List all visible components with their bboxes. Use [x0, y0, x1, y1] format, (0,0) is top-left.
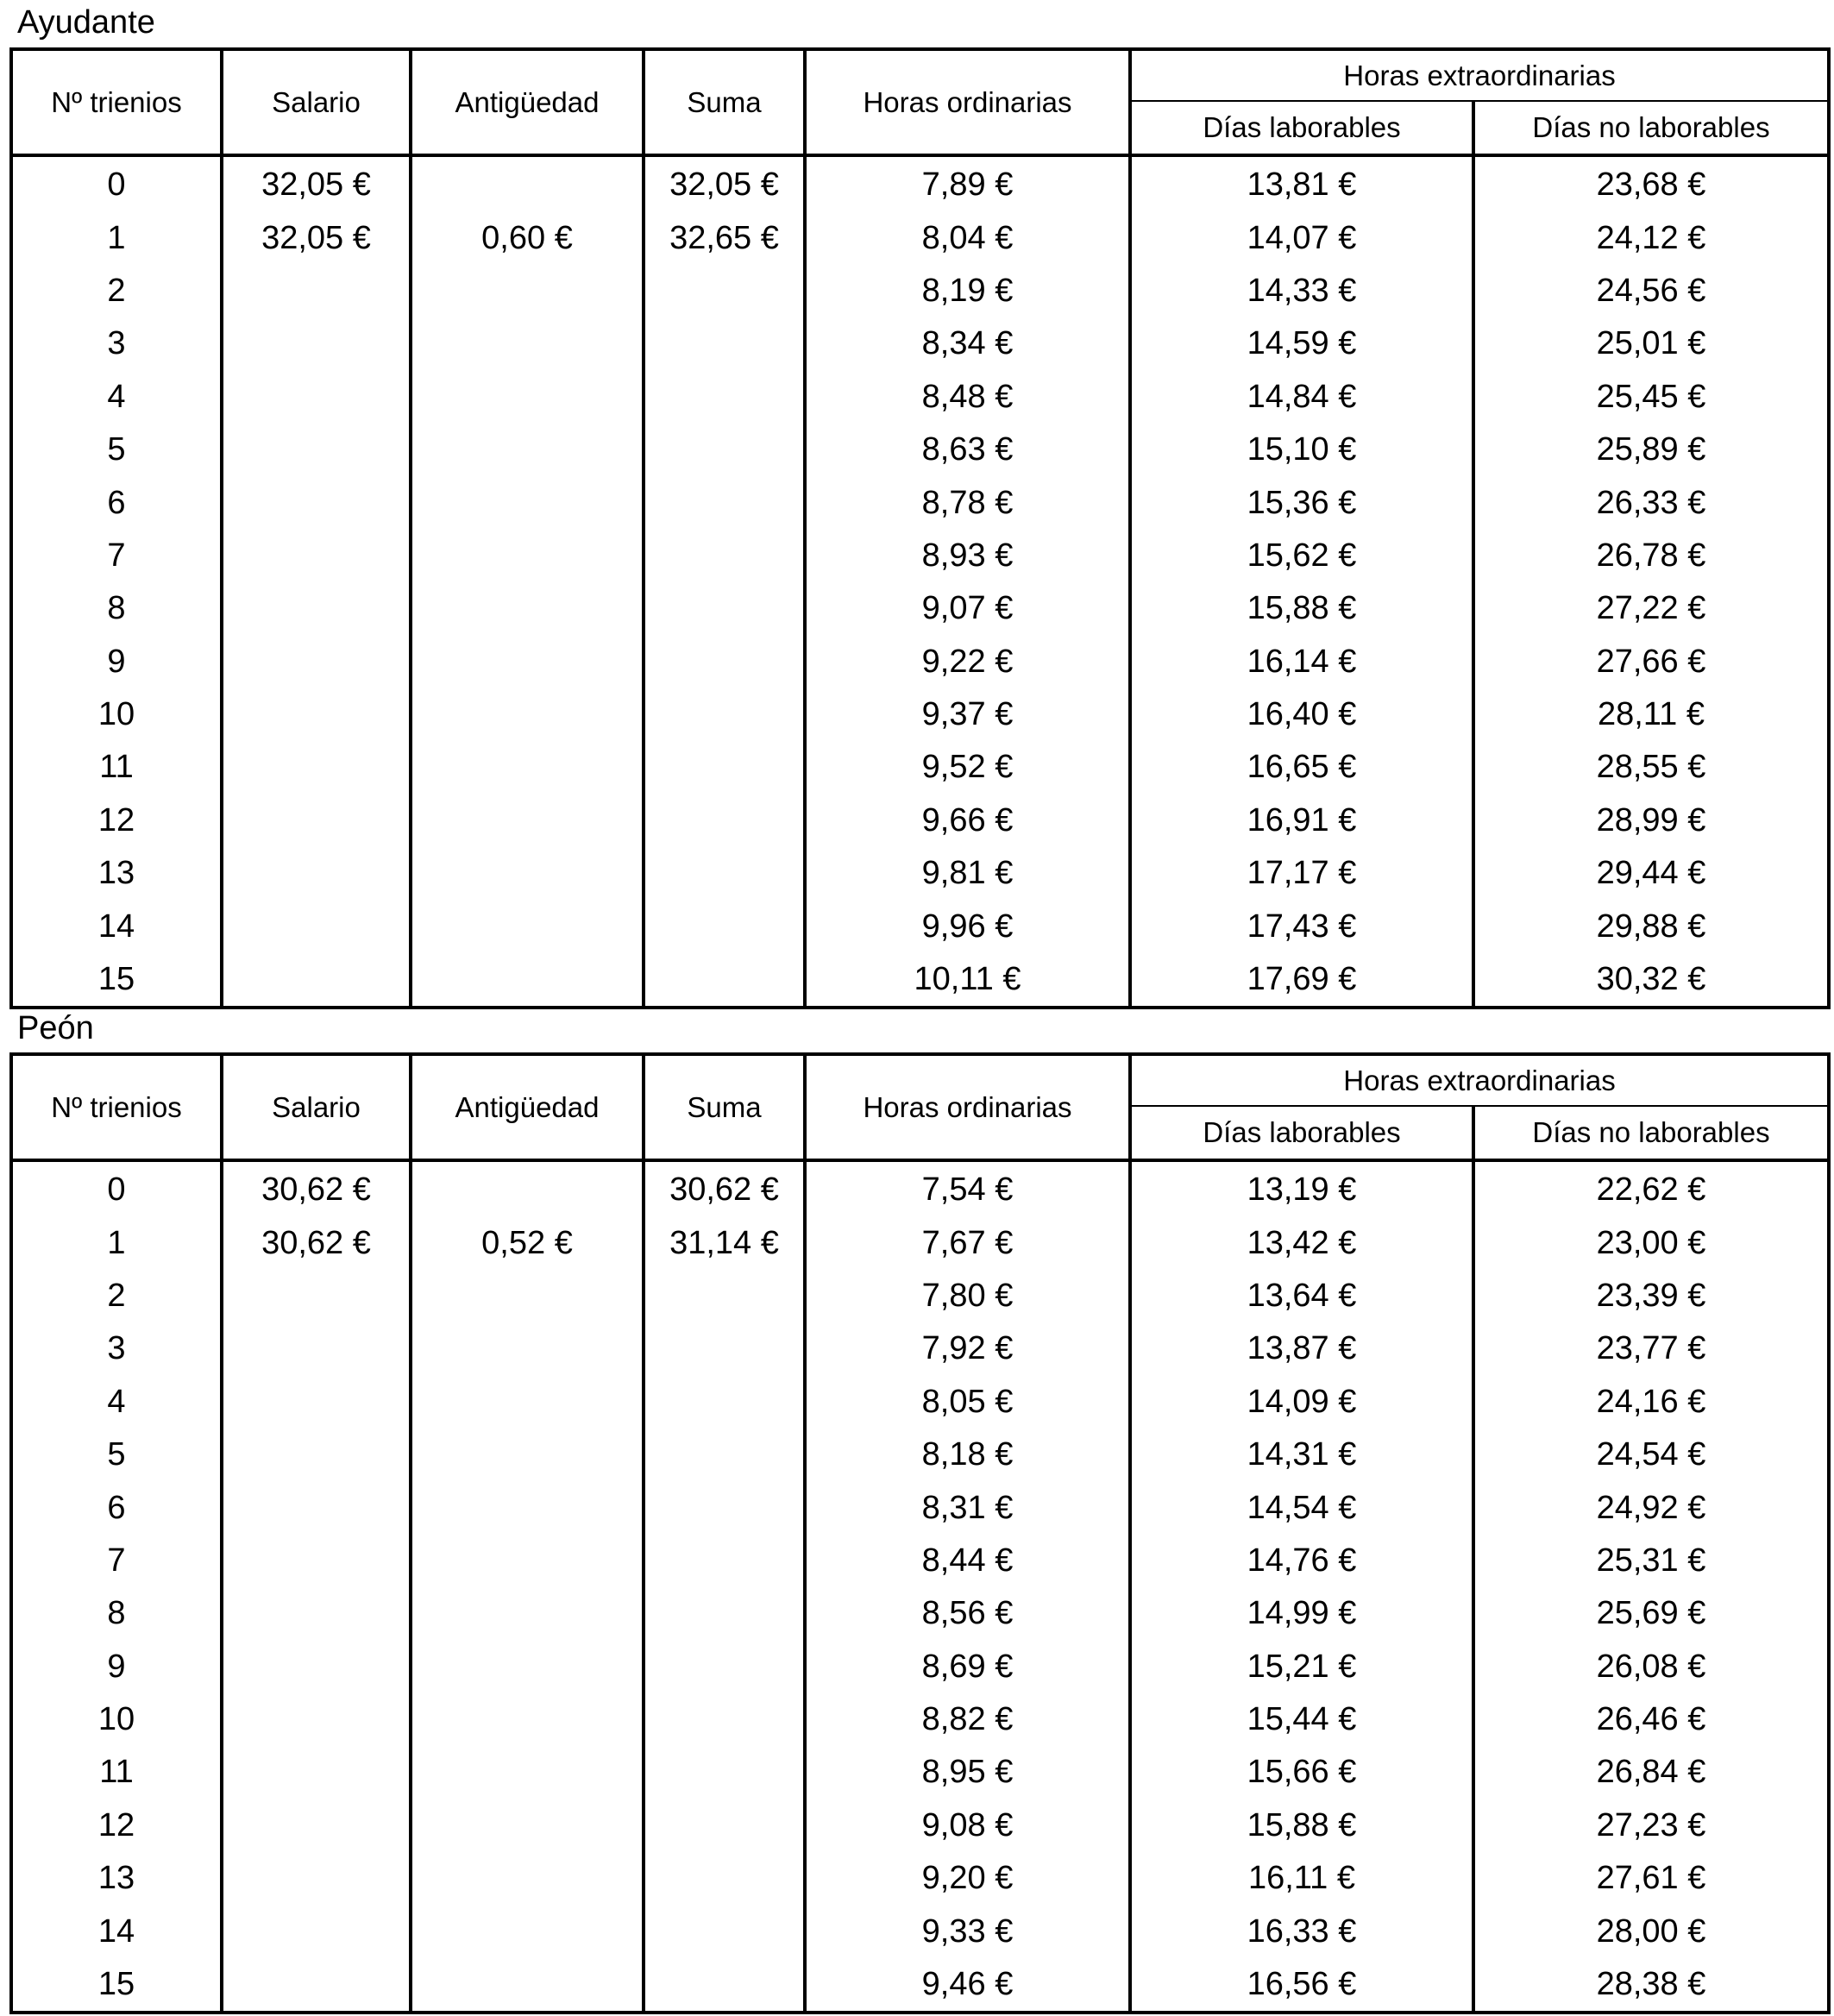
horas-ordinarias-cell: 7,67 € — [805, 1216, 1130, 1269]
horas-ordinarias-cell: 9,46 € — [805, 1958, 1130, 2013]
antiguedad-cell — [411, 953, 644, 1008]
trienios-cell: 2 — [11, 1270, 222, 1322]
salario-cell — [222, 582, 411, 635]
antiguedad-cell: 0,60 € — [411, 211, 644, 264]
suma-cell — [644, 636, 805, 688]
suma-cell — [644, 1693, 805, 1746]
antiguedad-cell — [411, 155, 644, 211]
header-horas-extraordinarias: Horas extraordinarias — [1130, 49, 1829, 101]
salario-cell — [222, 1270, 411, 1322]
dias-laborables-cell: 13,42 € — [1130, 1216, 1473, 1269]
trienios-cell: 8 — [11, 1587, 222, 1640]
salario-cell — [222, 1693, 411, 1746]
horas-ordinarias-cell: 9,22 € — [805, 636, 1130, 688]
antiguedad-cell — [411, 1852, 644, 1905]
suma-cell — [644, 371, 805, 424]
suma-cell — [644, 1641, 805, 1693]
dias-laborables-cell: 15,36 € — [1130, 476, 1473, 529]
suma-cell — [644, 741, 805, 794]
trienios-cell: 5 — [11, 1429, 222, 1481]
horas-ordinarias-cell: 7,92 € — [805, 1322, 1130, 1375]
trienios-cell: 4 — [11, 371, 222, 424]
antiguedad-cell — [411, 1905, 644, 1957]
dias-no-laborables-cell: 28,38 € — [1473, 1958, 1829, 2013]
salario-cell — [222, 1481, 411, 1534]
suma-cell — [644, 953, 805, 1008]
salario-cell — [222, 636, 411, 688]
horas-ordinarias-cell: 9,96 € — [805, 900, 1130, 952]
suma-cell — [644, 847, 805, 900]
dias-laborables-cell: 15,88 € — [1130, 1799, 1473, 1852]
dias-laborables-cell: 14,07 € — [1130, 211, 1473, 264]
suma-cell — [644, 476, 805, 529]
trienios-cell: 7 — [11, 1535, 222, 1587]
horas-ordinarias-cell: 9,37 € — [805, 688, 1130, 741]
horas-ordinarias-cell: 8,31 € — [805, 1481, 1130, 1534]
horas-ordinarias-cell: 8,19 € — [805, 265, 1130, 317]
antiguedad-cell — [411, 1641, 644, 1693]
salario-cell — [222, 1587, 411, 1640]
dias-laborables-cell: 16,33 € — [1130, 1905, 1473, 1957]
table-row — [11, 1481, 1829, 1534]
dias-no-laborables-cell: 23,77 € — [1473, 1322, 1829, 1375]
dias-no-laborables-cell: 26,33 € — [1473, 476, 1829, 529]
dias-laborables-cell: 15,62 € — [1130, 530, 1473, 582]
salario-cell — [222, 688, 411, 741]
trienios-cell: 6 — [11, 1481, 222, 1534]
antiguedad-cell — [411, 741, 644, 794]
dias-laborables-cell: 15,10 € — [1130, 424, 1473, 476]
table-row — [11, 1905, 1829, 1957]
horas-ordinarias-cell: 8,05 € — [805, 1376, 1130, 1429]
salario-cell — [222, 265, 411, 317]
dias-laborables-cell: 17,17 € — [1130, 847, 1473, 900]
dias-laborables-cell: 17,43 € — [1130, 900, 1473, 952]
table-row — [11, 1641, 1829, 1693]
table-row — [11, 1535, 1829, 1587]
dias-no-laborables-cell: 27,66 € — [1473, 636, 1829, 688]
horas-ordinarias-cell: 8,34 € — [805, 317, 1130, 370]
dias-no-laborables-cell: 24,12 € — [1473, 211, 1829, 264]
table-row — [11, 1160, 1829, 1216]
table-row — [11, 688, 1829, 741]
header-antiguedad: Antigüedad — [411, 49, 644, 155]
dias-no-laborables-cell: 30,32 € — [1473, 953, 1829, 1008]
horas-ordinarias-cell: 8,56 € — [805, 1587, 1130, 1640]
dias-no-laborables-cell: 24,92 € — [1473, 1481, 1829, 1534]
dias-laborables-cell: 14,54 € — [1130, 1481, 1473, 1534]
trienios-cell: 1 — [11, 211, 222, 264]
salario-cell — [222, 371, 411, 424]
trienios-cell: 14 — [11, 1905, 222, 1957]
header-horas-ordinarias: Horas ordinarias — [805, 49, 1130, 155]
header-dias-no-laborables: Días no laborables — [1473, 101, 1829, 155]
suma-cell — [644, 1322, 805, 1375]
dias-no-laborables-cell: 22,62 € — [1473, 1160, 1829, 1216]
trienios-cell: 1 — [11, 1216, 222, 1269]
antiguedad-cell: 0,52 € — [411, 1216, 644, 1269]
dias-no-laborables-cell: 24,16 € — [1473, 1376, 1829, 1429]
trienios-cell: 10 — [11, 688, 222, 741]
table-row — [11, 1216, 1829, 1269]
antiguedad-cell — [411, 636, 644, 688]
salario-cell — [222, 1852, 411, 1905]
header-trienios: Nº trienios — [11, 1054, 222, 1160]
table-row — [11, 847, 1829, 900]
dias-no-laborables-cell: 25,01 € — [1473, 317, 1829, 370]
horas-ordinarias-cell: 9,20 € — [805, 1852, 1130, 1905]
table-row — [11, 1958, 1829, 2013]
antiguedad-cell — [411, 317, 644, 370]
dias-no-laborables-cell: 25,69 € — [1473, 1587, 1829, 1640]
suma-cell — [644, 688, 805, 741]
table-body-ayudante — [11, 155, 1829, 1008]
dias-no-laborables-cell: 25,31 € — [1473, 1535, 1829, 1587]
section-title-ayudante: Ayudante — [17, 4, 155, 41]
dias-laborables-cell: 16,56 € — [1130, 1958, 1473, 2013]
dias-laborables-cell: 14,31 € — [1130, 1429, 1473, 1481]
horas-ordinarias-cell: 7,54 € — [805, 1160, 1130, 1216]
dias-no-laborables-cell: 29,44 € — [1473, 847, 1829, 900]
dias-laborables-cell: 14,33 € — [1130, 265, 1473, 317]
salario-cell: 30,62 € — [222, 1160, 411, 1216]
antiguedad-cell — [411, 424, 644, 476]
dias-no-laborables-cell: 26,84 € — [1473, 1746, 1829, 1799]
horas-ordinarias-cell: 8,82 € — [805, 1693, 1130, 1746]
table-body-peon — [11, 1160, 1829, 2013]
table-row — [11, 794, 1829, 847]
suma-cell: 31,14 € — [644, 1216, 805, 1269]
salario-cell: 30,62 € — [222, 1216, 411, 1269]
antiguedad-cell — [411, 582, 644, 635]
salario-cell — [222, 530, 411, 582]
suma-cell — [644, 1746, 805, 1799]
trienios-cell: 2 — [11, 265, 222, 317]
horas-ordinarias-cell: 8,95 € — [805, 1746, 1130, 1799]
suma-cell — [644, 1587, 805, 1640]
header-salario: Salario — [222, 1054, 411, 1160]
suma-cell — [644, 1535, 805, 1587]
suma-cell — [644, 900, 805, 952]
salario-cell — [222, 1799, 411, 1852]
trienios-cell: 15 — [11, 953, 222, 1008]
table-row — [11, 530, 1829, 582]
table-row — [11, 741, 1829, 794]
horas-ordinarias-cell: 7,89 € — [805, 155, 1130, 211]
dias-laborables-cell: 15,21 € — [1130, 1641, 1473, 1693]
table-row — [11, 1746, 1829, 1799]
trienios-cell: 12 — [11, 1799, 222, 1852]
table-row — [11, 265, 1829, 317]
header-dias-no-laborables: Días no laborables — [1473, 1106, 1829, 1160]
antiguedad-cell — [411, 1958, 644, 2013]
suma-cell — [644, 1429, 805, 1481]
suma-cell — [644, 1481, 805, 1534]
horas-ordinarias-cell: 9,08 € — [805, 1799, 1130, 1852]
suma-cell: 32,05 € — [644, 155, 805, 211]
horas-ordinarias-cell: 8,63 € — [805, 424, 1130, 476]
salario-cell — [222, 1746, 411, 1799]
header-trienios: Nº trienios — [11, 49, 222, 155]
table-row — [11, 476, 1829, 529]
suma-cell — [644, 1958, 805, 2013]
antiguedad-cell — [411, 476, 644, 529]
dias-laborables-cell: 13,87 € — [1130, 1322, 1473, 1375]
suma-cell: 32,65 € — [644, 211, 805, 264]
salario-cell: 32,05 € — [222, 155, 411, 211]
antiguedad-cell — [411, 1429, 644, 1481]
suma-cell — [644, 424, 805, 476]
section-title-peon: Peón — [17, 1010, 94, 1046]
salario-cell — [222, 1535, 411, 1587]
suma-cell — [644, 530, 805, 582]
horas-ordinarias-cell: 9,52 € — [805, 741, 1130, 794]
salary-table-peon — [9, 1052, 1831, 2014]
trienios-cell: 0 — [11, 155, 222, 211]
salary-table-ayudante — [9, 47, 1831, 1009]
table-row — [11, 1376, 1829, 1429]
suma-cell — [644, 794, 805, 847]
header-horas-ordinarias: Horas ordinarias — [805, 1054, 1130, 1160]
trienios-cell: 6 — [11, 476, 222, 529]
dias-no-laborables-cell: 27,23 € — [1473, 1799, 1829, 1852]
dias-laborables-cell: 16,11 € — [1130, 1852, 1473, 1905]
antiguedad-cell — [411, 1376, 644, 1429]
dias-no-laborables-cell: 28,99 € — [1473, 794, 1829, 847]
dias-no-laborables-cell: 28,55 € — [1473, 741, 1829, 794]
antiguedad-cell — [411, 688, 644, 741]
dias-laborables-cell: 14,99 € — [1130, 1587, 1473, 1640]
suma-cell — [644, 265, 805, 317]
suma-cell — [644, 582, 805, 635]
dias-laborables-cell: 13,64 € — [1130, 1270, 1473, 1322]
salario-cell — [222, 900, 411, 952]
table-row — [11, 1852, 1829, 1905]
dias-no-laborables-cell: 27,61 € — [1473, 1852, 1829, 1905]
salario-cell — [222, 1958, 411, 2013]
dias-no-laborables-cell: 28,11 € — [1473, 688, 1829, 741]
header-suma: Suma — [644, 49, 805, 155]
dias-laborables-cell: 17,69 € — [1130, 953, 1473, 1008]
horas-ordinarias-cell: 9,07 € — [805, 582, 1130, 635]
table-row — [11, 1270, 1829, 1322]
antiguedad-cell — [411, 1799, 644, 1852]
table-row — [11, 424, 1829, 476]
table-row — [11, 1799, 1829, 1852]
trienios-cell: 15 — [11, 1958, 222, 2013]
table-row — [11, 953, 1829, 1008]
dias-no-laborables-cell: 23,39 € — [1473, 1270, 1829, 1322]
dias-no-laborables-cell: 26,78 € — [1473, 530, 1829, 582]
header-antiguedad: Antigüedad — [411, 1054, 644, 1160]
suma-cell: 30,62 € — [644, 1160, 805, 1216]
header-salario: Salario — [222, 49, 411, 155]
table-row — [11, 1322, 1829, 1375]
trienios-cell: 3 — [11, 1322, 222, 1375]
dias-laborables-cell: 16,91 € — [1130, 794, 1473, 847]
antiguedad-cell — [411, 1746, 644, 1799]
dias-no-laborables-cell: 26,08 € — [1473, 1641, 1829, 1693]
antiguedad-cell — [411, 1693, 644, 1746]
horas-ordinarias-cell: 8,18 € — [805, 1429, 1130, 1481]
salario-cell — [222, 317, 411, 370]
horas-ordinarias-cell: 8,44 € — [805, 1535, 1130, 1587]
suma-cell — [644, 1799, 805, 1852]
trienios-cell: 9 — [11, 1641, 222, 1693]
antiguedad-cell — [411, 371, 644, 424]
salario-cell — [222, 1905, 411, 1957]
table-row — [11, 317, 1829, 370]
horas-ordinarias-cell: 8,48 € — [805, 371, 1130, 424]
dias-no-laborables-cell: 24,56 € — [1473, 265, 1829, 317]
trienios-cell: 10 — [11, 1693, 222, 1746]
antiguedad-cell — [411, 1270, 644, 1322]
trienios-cell: 7 — [11, 530, 222, 582]
table-row — [11, 1429, 1829, 1481]
dias-no-laborables-cell: 29,88 € — [1473, 900, 1829, 952]
trienios-cell: 9 — [11, 636, 222, 688]
salario-cell: 32,05 € — [222, 211, 411, 264]
trienios-cell: 14 — [11, 900, 222, 952]
dias-laborables-cell: 14,84 € — [1130, 371, 1473, 424]
header-dias-laborables: Días laborables — [1130, 101, 1473, 155]
horas-ordinarias-cell: 9,33 € — [805, 1905, 1130, 1957]
suma-cell — [644, 1376, 805, 1429]
salario-cell — [222, 741, 411, 794]
table-row — [11, 371, 1829, 424]
dias-laborables-cell: 13,81 € — [1130, 155, 1473, 211]
trienios-cell: 12 — [11, 794, 222, 847]
trienios-cell: 8 — [11, 582, 222, 635]
antiguedad-cell — [411, 1535, 644, 1587]
trienios-cell: 11 — [11, 1746, 222, 1799]
trienios-cell: 4 — [11, 1376, 222, 1429]
antiguedad-cell — [411, 1322, 644, 1375]
antiguedad-cell — [411, 1160, 644, 1216]
dias-no-laborables-cell: 24,54 € — [1473, 1429, 1829, 1481]
dias-laborables-cell: 13,19 € — [1130, 1160, 1473, 1216]
trienios-cell: 13 — [11, 1852, 222, 1905]
trienios-cell: 3 — [11, 317, 222, 370]
salario-cell — [222, 1429, 411, 1481]
antiguedad-cell — [411, 1481, 644, 1534]
salario-cell — [222, 424, 411, 476]
horas-ordinarias-cell: 7,80 € — [805, 1270, 1130, 1322]
salario-cell — [222, 1376, 411, 1429]
dias-no-laborables-cell: 26,46 € — [1473, 1693, 1829, 1746]
dias-no-laborables-cell: 23,00 € — [1473, 1216, 1829, 1269]
dias-laborables-cell: 16,40 € — [1130, 688, 1473, 741]
dias-no-laborables-cell: 23,68 € — [1473, 155, 1829, 211]
dias-laborables-cell: 16,65 € — [1130, 741, 1473, 794]
dias-no-laborables-cell: 25,45 € — [1473, 371, 1829, 424]
antiguedad-cell — [411, 530, 644, 582]
table-row — [11, 211, 1829, 264]
horas-ordinarias-cell: 8,04 € — [805, 211, 1130, 264]
horas-ordinarias-cell: 9,66 € — [805, 794, 1130, 847]
table-row — [11, 155, 1829, 211]
trienios-cell: 11 — [11, 741, 222, 794]
suma-cell — [644, 1905, 805, 1957]
trienios-cell: 5 — [11, 424, 222, 476]
horas-ordinarias-cell: 8,93 € — [805, 530, 1130, 582]
antiguedad-cell — [411, 265, 644, 317]
table-row — [11, 1693, 1829, 1746]
dias-laborables-cell: 15,88 € — [1130, 582, 1473, 635]
trienios-cell: 13 — [11, 847, 222, 900]
antiguedad-cell — [411, 1587, 644, 1640]
antiguedad-cell — [411, 847, 644, 900]
antiguedad-cell — [411, 900, 644, 952]
header-suma: Suma — [644, 1054, 805, 1160]
dias-laborables-cell: 16,14 € — [1130, 636, 1473, 688]
salario-cell — [222, 1641, 411, 1693]
salario-cell — [222, 953, 411, 1008]
dias-no-laborables-cell: 27,22 € — [1473, 582, 1829, 635]
dias-no-laborables-cell: 28,00 € — [1473, 1905, 1829, 1957]
dias-laborables-cell: 14,09 € — [1130, 1376, 1473, 1429]
salario-cell — [222, 847, 411, 900]
horas-ordinarias-cell: 8,78 € — [805, 476, 1130, 529]
horas-ordinarias-cell: 9,81 € — [805, 847, 1130, 900]
antiguedad-cell — [411, 794, 644, 847]
salario-cell — [222, 1322, 411, 1375]
trienios-cell: 0 — [11, 1160, 222, 1216]
dias-laborables-cell: 14,76 € — [1130, 1535, 1473, 1587]
salario-cell — [222, 476, 411, 529]
header-dias-laborables: Días laborables — [1130, 1106, 1473, 1160]
table-row — [11, 582, 1829, 635]
header-horas-extraordinarias: Horas extraordinarias — [1130, 1054, 1829, 1106]
salario-cell — [222, 794, 411, 847]
suma-cell — [644, 1270, 805, 1322]
table-row — [11, 1587, 1829, 1640]
table-row — [11, 900, 1829, 952]
table-row — [11, 636, 1829, 688]
dias-laborables-cell: 14,59 € — [1130, 317, 1473, 370]
dias-laborables-cell: 15,66 € — [1130, 1746, 1473, 1799]
horas-ordinarias-cell: 8,69 € — [805, 1641, 1130, 1693]
suma-cell — [644, 317, 805, 370]
horas-ordinarias-cell: 10,11 € — [805, 953, 1130, 1008]
suma-cell — [644, 1852, 805, 1905]
dias-laborables-cell: 15,44 € — [1130, 1693, 1473, 1746]
dias-no-laborables-cell: 25,89 € — [1473, 424, 1829, 476]
